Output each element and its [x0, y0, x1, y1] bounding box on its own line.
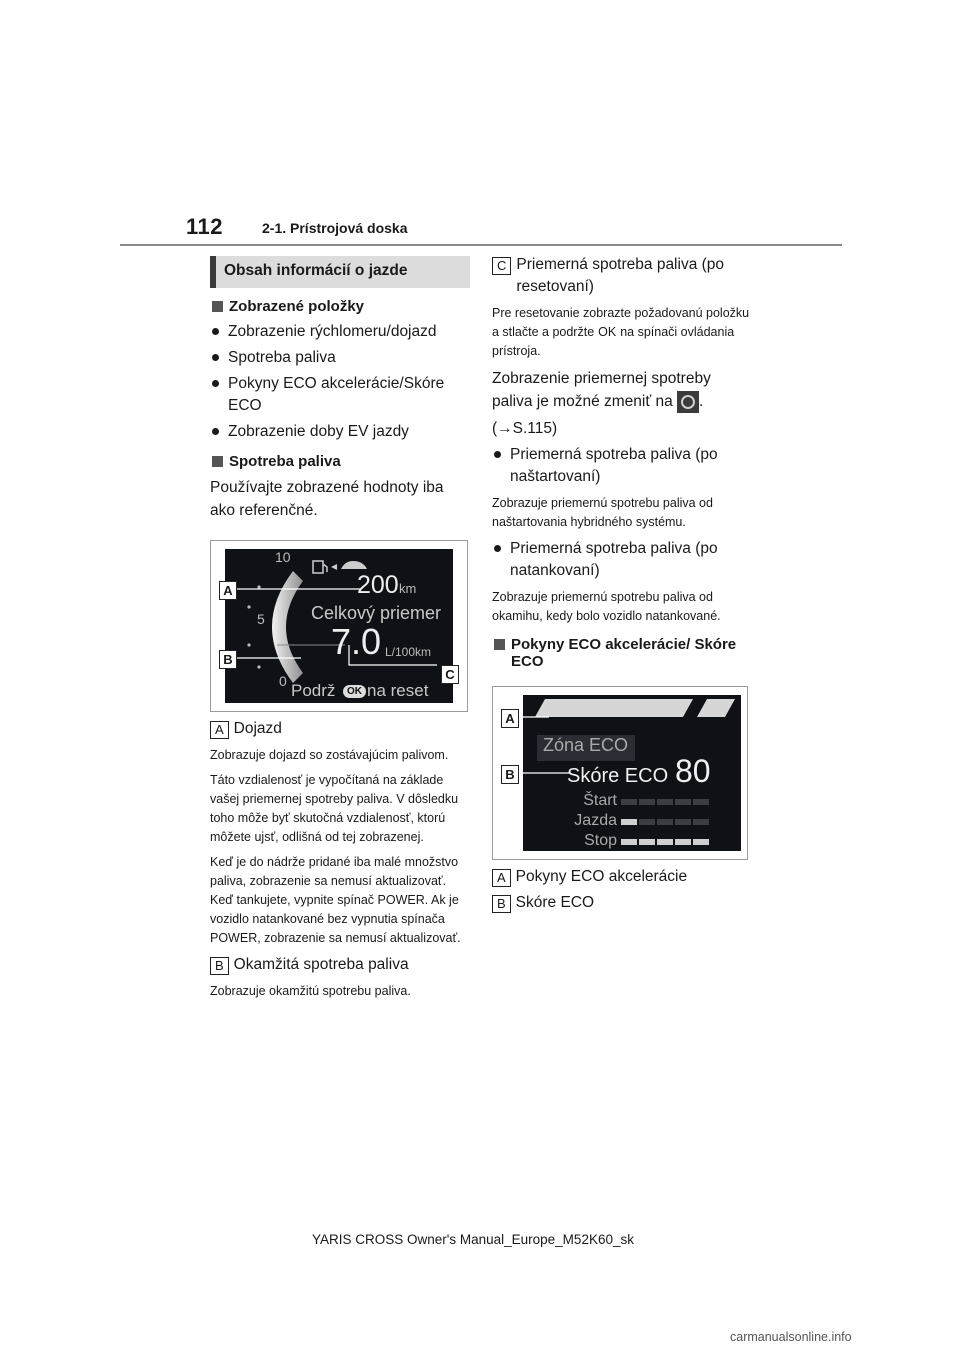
eco-row-label: Štart [583, 792, 617, 809]
ok-button-icon: OK [598, 325, 617, 339]
list-item: Pokyny ECO akcelerácie/Skóre ECO [210, 373, 470, 417]
scale-label-top: 10 [275, 549, 291, 565]
bullet-icon [212, 380, 219, 387]
list-item: Zobrazenie doby EV jazdy [210, 421, 470, 443]
subheading-eco: Pokyny ECO akcelerácie/ Skóre ECO [492, 636, 754, 670]
bullet-icon [212, 428, 219, 435]
reference-note: Používajte zobrazené hodnoty iba ako referenčné. [210, 479, 444, 519]
eco-zone-label: Zóna ECO [537, 735, 635, 761]
left-column [210, 256, 470, 1007]
label-b: B Okamžitá spotreba paliva [210, 954, 470, 976]
eco-score-label: Skóre ECO [567, 765, 669, 787]
eco-score-value: 80 [675, 753, 711, 789]
list-item: Spotreba paliva [210, 347, 470, 369]
hold-text: Podrž [291, 681, 336, 700]
gear-icon [677, 391, 699, 413]
after-refuel-description: Zobrazuje priemernú spotrebu paliva od okamihu, kedy bolo vozidlo natankované. [492, 590, 721, 623]
range-description: Zobrazuje dojazd so zostávajúcim palivom. [210, 748, 449, 762]
bullet-icon [494, 451, 501, 458]
range-value: 200 [357, 571, 399, 599]
callout-lines [211, 541, 467, 711]
range-unit: km [399, 581, 417, 596]
bullet-icon [212, 354, 219, 361]
consumption-unit: L/100km [385, 645, 432, 659]
page-reference: (→S.115) [492, 420, 558, 437]
range-calculation-note: Táto vzdialenosť je vypočítaná na základe vašej priemernej spotreby paliva. V dôsledku toho môže byť skutočná vzdialenosť, ktorú môžete ujsť, odlišná od tej zobrazenej. [210, 773, 459, 844]
fuel-display-figure [210, 540, 468, 712]
eco-row-label: Stop [584, 832, 617, 849]
average-title: Celkový priemer [311, 603, 442, 623]
header-divider [120, 244, 842, 246]
label-a: A Pokyny ECO akcelerácie [492, 866, 754, 888]
callout-c: C [441, 665, 459, 684]
list-item: Priemerná spotreba paliva (po naštartovaní) [492, 444, 754, 488]
section-heading: Obsah informácií o jazde [210, 256, 470, 288]
callout-a: A [219, 581, 237, 600]
list-item: Zobrazenie rýchlomeru/dojazd [210, 321, 470, 343]
label-b: B Skóre ECO [492, 892, 754, 914]
bullet-icon [212, 328, 219, 335]
list-item: Priemerná spotreba paliva (po natankovaní) [492, 538, 754, 582]
square-bullet-icon [212, 456, 223, 467]
callout-b: B [219, 650, 237, 669]
label-a: A Dojazd [210, 718, 470, 740]
label-c: C Priemerná spotreba paliva (po resetovaní) [492, 254, 754, 298]
change-display-text: Zobrazenie priemernej spotreby paliva je možné zmeniť na . [492, 367, 754, 413]
page-number: 112 [186, 214, 223, 239]
footer: YARIS CROSS Owner's Manual_Europe_M52K60_sk [312, 1232, 634, 1247]
refuel-note: Keď je do nádrže pridané iba malé množstvo paliva, zobrazenie sa nemusí aktualizovať. Keď tankujete, vypnite spínač POWER. Ak je vozidlo natankované bez vypnutia spínača POWER, zobrazenie sa nemusí aktualizovať. [210, 855, 461, 945]
watermark: carmanualsonline.info [730, 1330, 852, 1344]
instant-consumption-description: Zobrazuje okamžitú spotrebu paliva. [210, 984, 411, 998]
scale-label-bottom: 0 [279, 673, 287, 689]
callout-b: B [501, 765, 519, 784]
section-title: 2-1. Prístrojová doska [262, 220, 408, 236]
reset-text: na reset [367, 681, 429, 700]
eco-display-figure [492, 686, 748, 860]
scale-label-mid: 5 [257, 611, 265, 627]
eco-row-label: Jazda [574, 812, 617, 829]
consumption-value: 7.0 [331, 621, 382, 662]
subheading-displayed-items: Zobrazené položky [210, 298, 470, 315]
right-column [492, 254, 754, 918]
ok-badge-icon: OK [343, 685, 366, 698]
square-bullet-icon [494, 639, 505, 650]
subheading-fuel-consumption: Spotreba paliva [210, 453, 470, 470]
callout-a: A [501, 709, 519, 728]
reset-instruction: Pre resetovanie zobrazte požadovanú položku a stlačte a podržte OK na spínači ovládania prístroja. [492, 306, 750, 358]
after-start-description: Zobrazuje priemernú spotrebu paliva od naštartovania hybridného systému. [492, 496, 713, 529]
bullet-icon [494, 545, 501, 552]
eco-callout-lines [493, 687, 747, 859]
square-bullet-icon [212, 301, 223, 312]
